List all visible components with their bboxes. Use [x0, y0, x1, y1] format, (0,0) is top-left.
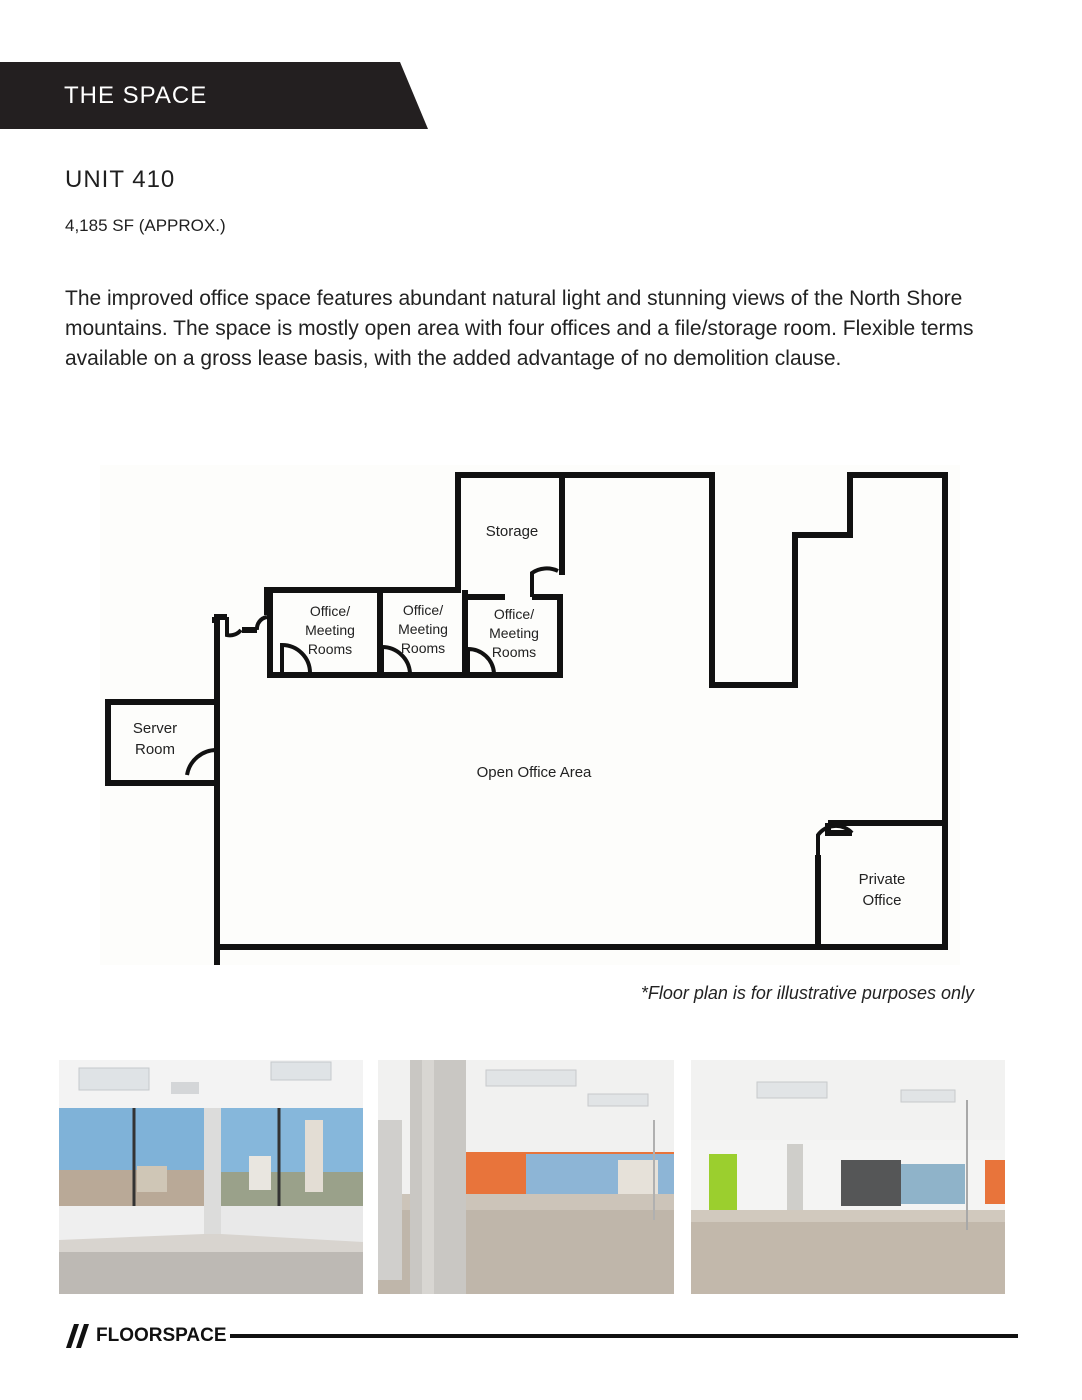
section-banner	[0, 62, 428, 129]
room-label-office-2: Office/ Meeting Rooms	[398, 602, 448, 656]
footer-divider	[230, 1334, 1018, 1338]
floor-plan-disclaimer: *Floor plan is for illustrative purposes only	[640, 983, 974, 1003]
unit-description: The improved office space features abundant natural light and stunning views of the North Shore mountains. The space is mostly open area with four offices and a file/storage room. Flexible terms available on a gross lease basis, with the added advantage of no demolition clause.	[65, 287, 974, 370]
room-label-open-office: Open Office Area	[476, 764, 592, 781]
room-label-storage: Storage	[485, 523, 539, 540]
photo-corner-office	[59, 1060, 363, 1294]
room-label-private: Private Office	[858, 871, 906, 909]
floor-plan	[100, 465, 960, 965]
floorspace-logo-icon	[64, 1324, 92, 1348]
room-label-server: Server Room	[132, 720, 178, 758]
photo-open-area-green-door	[691, 1060, 1005, 1294]
photo-open-area-column	[378, 1060, 674, 1294]
unit-size: 4,185 SF (APPROX.)	[65, 216, 226, 235]
room-label-office-1: Office/ Meeting Rooms	[305, 603, 355, 657]
room-label-office-3: Office/ Meeting Rooms	[489, 606, 539, 660]
footer-brand: FLOORSPACE	[96, 1325, 227, 1346]
section-title: THE SPACE	[64, 82, 208, 109]
unit-title: UNIT 410	[65, 166, 176, 193]
